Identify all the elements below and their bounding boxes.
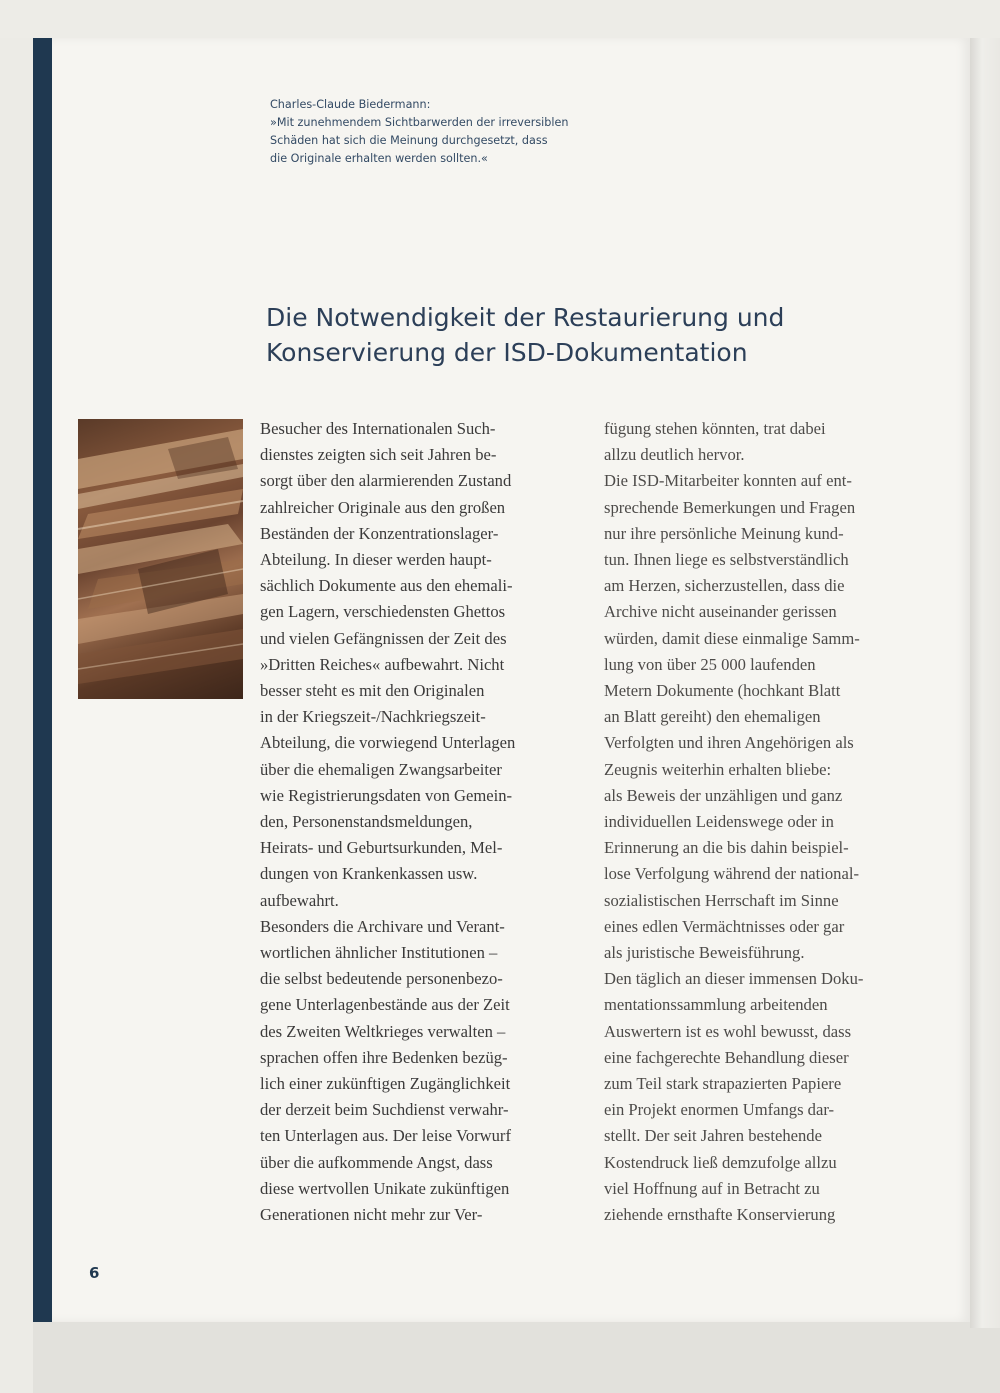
body-text-line: sozialistischen Herrschaft im Sinne (604, 890, 839, 910)
body-text-line: der derzeit beim Suchdienst verwahr- (260, 1100, 509, 1120)
body-text-line: wie Registrierungsdaten von Gemein- (260, 785, 513, 805)
body-text-line: Generationen nicht mehr zur Ver- (260, 1205, 483, 1225)
body-text-line: würden, damit diese einmalige Samm- (604, 628, 860, 648)
body-text-line: wortlichen ähnlicher Institutionen – (260, 943, 498, 963)
body-text-line: Heirats- und Geburtsurkunden, Mel- (260, 838, 503, 858)
body-text-line: und vielen Gefängnissen der Zeit des (260, 628, 507, 648)
body-text-line: als juristische Beweisführung. (604, 943, 805, 963)
body-text-line: fügung stehen könnten, trat dabei (604, 419, 826, 438)
quote-line: Schäden hat sich die Meinung durchgesetzt, dass (270, 134, 548, 147)
document-page (52, 38, 970, 1322)
damaged-documents-photo (78, 419, 243, 699)
body-text-line: Kostendruck ließ demzufolge allzu (604, 1152, 837, 1172)
body-text-line: Die ISD-Mitarbeiter konnten auf ent- (604, 471, 852, 491)
body-text-line: gen Lagern, verschiedensten Ghettos (260, 602, 506, 622)
body-text-line: des Zweiten Weltkrieges verwalten – (260, 1021, 506, 1041)
body-text-line: Erinnerung an die bis dahin beispiel- (604, 838, 849, 858)
body-text-line: sächlich Dokumente aus den ehemali- (260, 576, 513, 596)
body-text-line: sorgt über den alarmierenden Zustand (260, 471, 512, 491)
title-line-1: Die Notwendigkeit der Restaurierung und (266, 303, 785, 332)
body-text-line: besser steht es mit den Originalen (260, 681, 485, 701)
body-text-line: Besucher des Internationalen Such- (260, 419, 496, 438)
body-text-line: den, Personenstandsmeldungen, (260, 812, 473, 832)
body-text-line: in der Kriegszeit-/Nachkriegszeit- (260, 707, 486, 727)
body-text-line: lung von über 25 000 laufenden (604, 654, 816, 674)
body-text-line: an Blatt gereiht) den ehemaligen (604, 707, 821, 727)
body-text-line: sprachen offen ihre Bedenken bezüg- (260, 1047, 508, 1067)
quote-line: »Mit zunehmendem Sichtbarwerden der irreversiblen (270, 116, 569, 129)
facing-page-edge (970, 38, 1000, 1328)
pull-quote (270, 96, 630, 168)
body-text-line: ziehende ernsthafte Konservierung (604, 1205, 836, 1225)
body-column-right (604, 416, 934, 1228)
body-text-line: aufbewahrt. (260, 890, 339, 910)
scan-bottom-background (33, 1322, 1000, 1393)
photo-illustration (78, 419, 243, 699)
body-text-line: gene Unterlagenbestände aus der Zeit (260, 995, 510, 1015)
body-text-line: zum Teil stark strapazierten Papiere (604, 1074, 842, 1094)
body-text-line: individuellen Leidenswege oder in (604, 812, 834, 832)
body-text-line: zahlreicher Originale aus den großen (260, 497, 506, 517)
body-text-line: als Beweis der unzähligen und ganz (604, 785, 843, 805)
body-text-line: Verfolgten und ihren Angehörigen als (604, 733, 854, 753)
body-text-line: diese wertvollen Unikate zukünftigen (260, 1178, 510, 1198)
body-text-line: Auswertern ist es wohl bewusst, dass (604, 1021, 852, 1041)
body-text-line: stellt. Der seit Jahren bestehende (604, 1126, 822, 1146)
body-text-line: eine fachgerechte Behandlung dieser (604, 1047, 849, 1067)
body-text-line: Beständen der Konzentrationslager- (260, 523, 499, 543)
body-text-line: eines edlen Vermächtnisses oder gar (604, 916, 845, 936)
body-text-line: Zeugnis weiterhin erhalten bliebe: (604, 759, 832, 779)
body-text-line: Metern Dokumente (hochkant Blatt (604, 681, 841, 701)
body-text-line: ten Unterlagen aus. Der leise Vorwurf (260, 1126, 511, 1146)
page-number: 6 (89, 1264, 100, 1282)
body-text-line: Archive nicht auseinander gerissen (604, 602, 837, 622)
body-text-line: nur ihre persönliche Meinung kund- (604, 523, 844, 543)
body-text-line: mentationssammlung arbeitenden (604, 995, 828, 1015)
body-text-line: Abteilung. In dieser werden haupt- (260, 550, 492, 570)
quote-line: die Originale erhalten werden sollten.« (270, 152, 488, 165)
body-text-line: viel Hoffnung auf in Betracht zu (604, 1178, 820, 1198)
body-text-line: sprechende Bemerkungen und Fragen (604, 497, 856, 517)
body-text-line: lich einer zukünftigen Zugänglichkeit (260, 1074, 511, 1094)
body-text-line: ein Projekt enormen Umfangs dar- (604, 1100, 835, 1120)
body-text-line: allzu deutlich hervor. (604, 445, 745, 465)
quote-author: Charles-Claude Biedermann: (270, 98, 431, 111)
page-title (266, 300, 906, 370)
body-text-line: die selbst bedeutende personenbezo- (260, 969, 503, 989)
scan-background (0, 0, 1000, 38)
body-text-line: »Dritten Reiches« aufbewahrt. Nicht (260, 654, 505, 674)
body-text-line: Den täglich an dieser immensen Doku- (604, 969, 864, 989)
body-text-line: Besonders die Archivare und Verant- (260, 916, 505, 936)
body-text-line: am Herzen, sicherzustellen, dass die (604, 576, 845, 596)
body-text-line: lose Verfolgung während der national- (604, 864, 859, 884)
body-text-line: Abteilung, die vorwiegend Unterlagen (260, 733, 516, 753)
body-text-line: über die ehemaligen Zwangsarbeiter (260, 759, 502, 779)
body-text-line: über die aufkommende Angst, dass (260, 1152, 493, 1172)
body-text-line: dienstes zeigten sich seit Jahren be- (260, 445, 497, 465)
cover-edge (33, 38, 53, 1393)
body-column-left (260, 416, 580, 1228)
body-text-line: tun. Ihnen liege es selbstverständlich (604, 550, 849, 570)
title-line-2: Konservierung der ISD-Dokumentation (266, 338, 748, 367)
body-text-line: dungen von Krankenkassen usw. (260, 864, 478, 884)
